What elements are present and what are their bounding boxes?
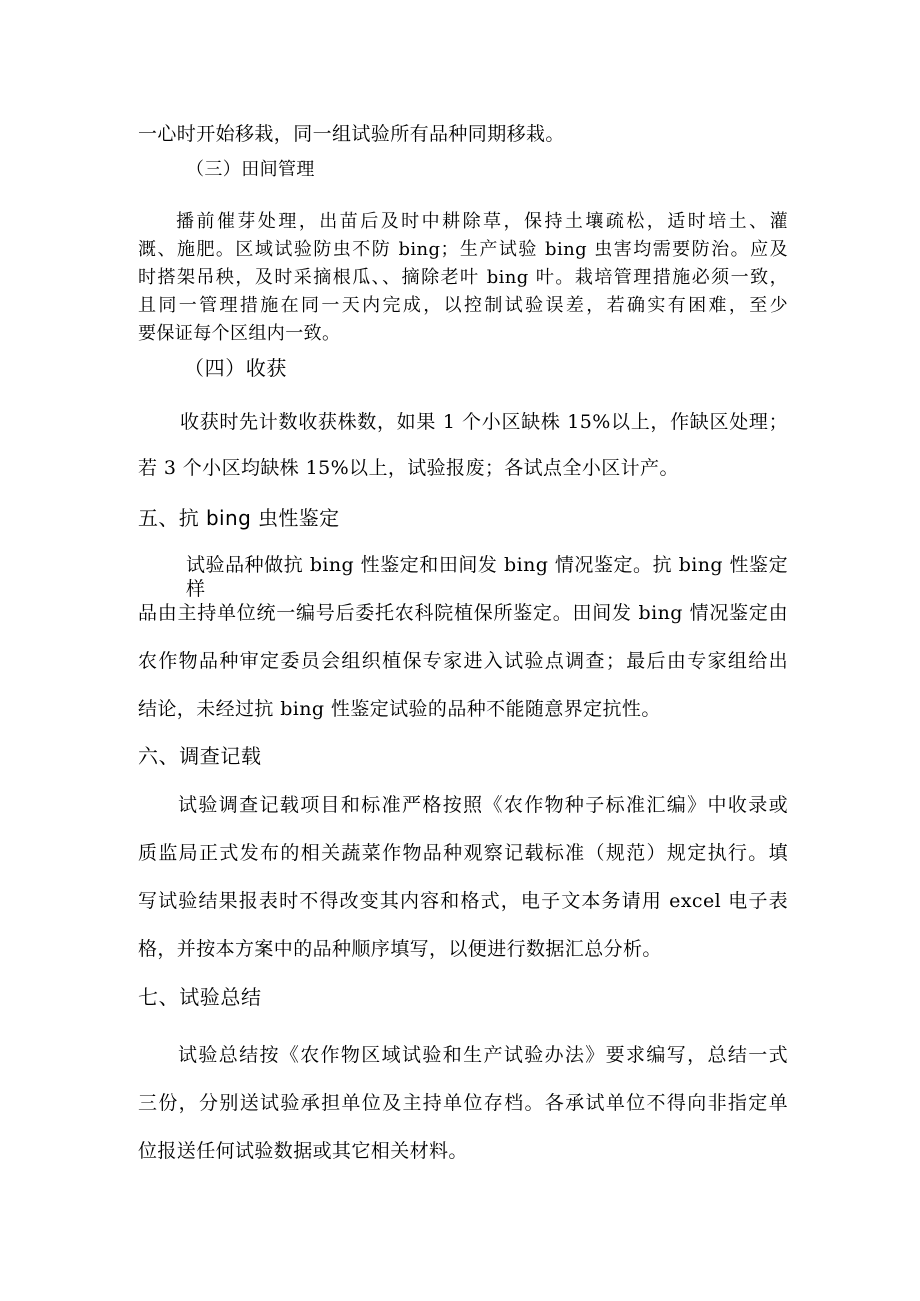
paragraph-line: 结论，未经过抗 bing 性鉴定试验的品种不能随意界定抗性。 <box>138 698 661 720</box>
paragraph-line: 试验品种做抗 bing 性鉴定和田间发 bing 情况鉴定。抗 bing 性鉴定样 <box>186 554 788 600</box>
section-heading-pest-resistance: 五、抗 bing 虫性鉴定 <box>138 506 340 530</box>
paragraph-line: 试验调查记载项目和标准严格按照《农作物种子标准汇编》中收录或 <box>178 794 788 816</box>
paragraph-line: 格，并按本方案中的品种顺序填写，以便进行数据汇总分析。 <box>138 938 662 960</box>
paragraph-line: 试验总结按《农作物区域试验和生产试验办法》要求编写，总结一式 <box>178 1044 788 1066</box>
paragraph-line: 要保证每个区组内一致。 <box>138 323 341 344</box>
paragraph-line: 写试验结果报表时不得改变其内容和格式，电子文本务请用 excel 电子表 <box>138 890 788 912</box>
section-heading-harvest: （四）收获 <box>184 356 287 380</box>
paragraph-line: 时搭架吊秧，及时采摘根瓜、、摘除老叶 bing 叶。栽培管理措施必须一致， <box>138 267 788 288</box>
section-heading-field-management: （三）田间管理 <box>186 159 315 180</box>
paragraph-line: 三份，分别送试验承担单位及主持单位存档。各承试单位不得向非指定单 <box>138 1092 788 1114</box>
paragraph-line: 农作物品种审定委员会组织植保专家进入试验点调查；最后由专家组给出 <box>138 650 788 672</box>
paragraph-line: 收获时先计数收获株数，如果 1 个小区缺株 15%以上，作缺区处理； <box>180 411 788 433</box>
paragraph-line: 质监局正式发布的相关蔬菜作物品种观察记载标准（规范）规定执行。填 <box>138 842 788 864</box>
section-heading-survey-records: 六、调查记载 <box>138 744 262 768</box>
paragraph-line: 溉、施肥。区域试验防虫不防 bing；生产试验 bing 虫害均需要防治。应及 <box>138 239 788 260</box>
paragraph-line: 播前催芽处理，出苗后及时中耕除草，保持土壤疏松，适时培土、灌 <box>176 211 788 232</box>
paragraph-line: 若 3 个小区均缺株 15%以上，试验报废；各试点全小区计产。 <box>138 457 679 479</box>
paragraph-line: 位报送任何试验数据或其它相关材料。 <box>138 1140 468 1162</box>
paragraph-line: 品由主持单位统一编号后委托农科院植保所鉴定。田间发 bing 情况鉴定由 <box>138 602 788 624</box>
paragraph-line: 且同一管理措施在同一天内完成，以控制试验误差，若确实有困难，至少 <box>138 295 788 316</box>
paragraph-line: 一心时开始移栽，同一组试验所有品种同期移栽。 <box>138 123 565 145</box>
section-heading-trial-summary: 七、试验总结 <box>138 985 262 1009</box>
